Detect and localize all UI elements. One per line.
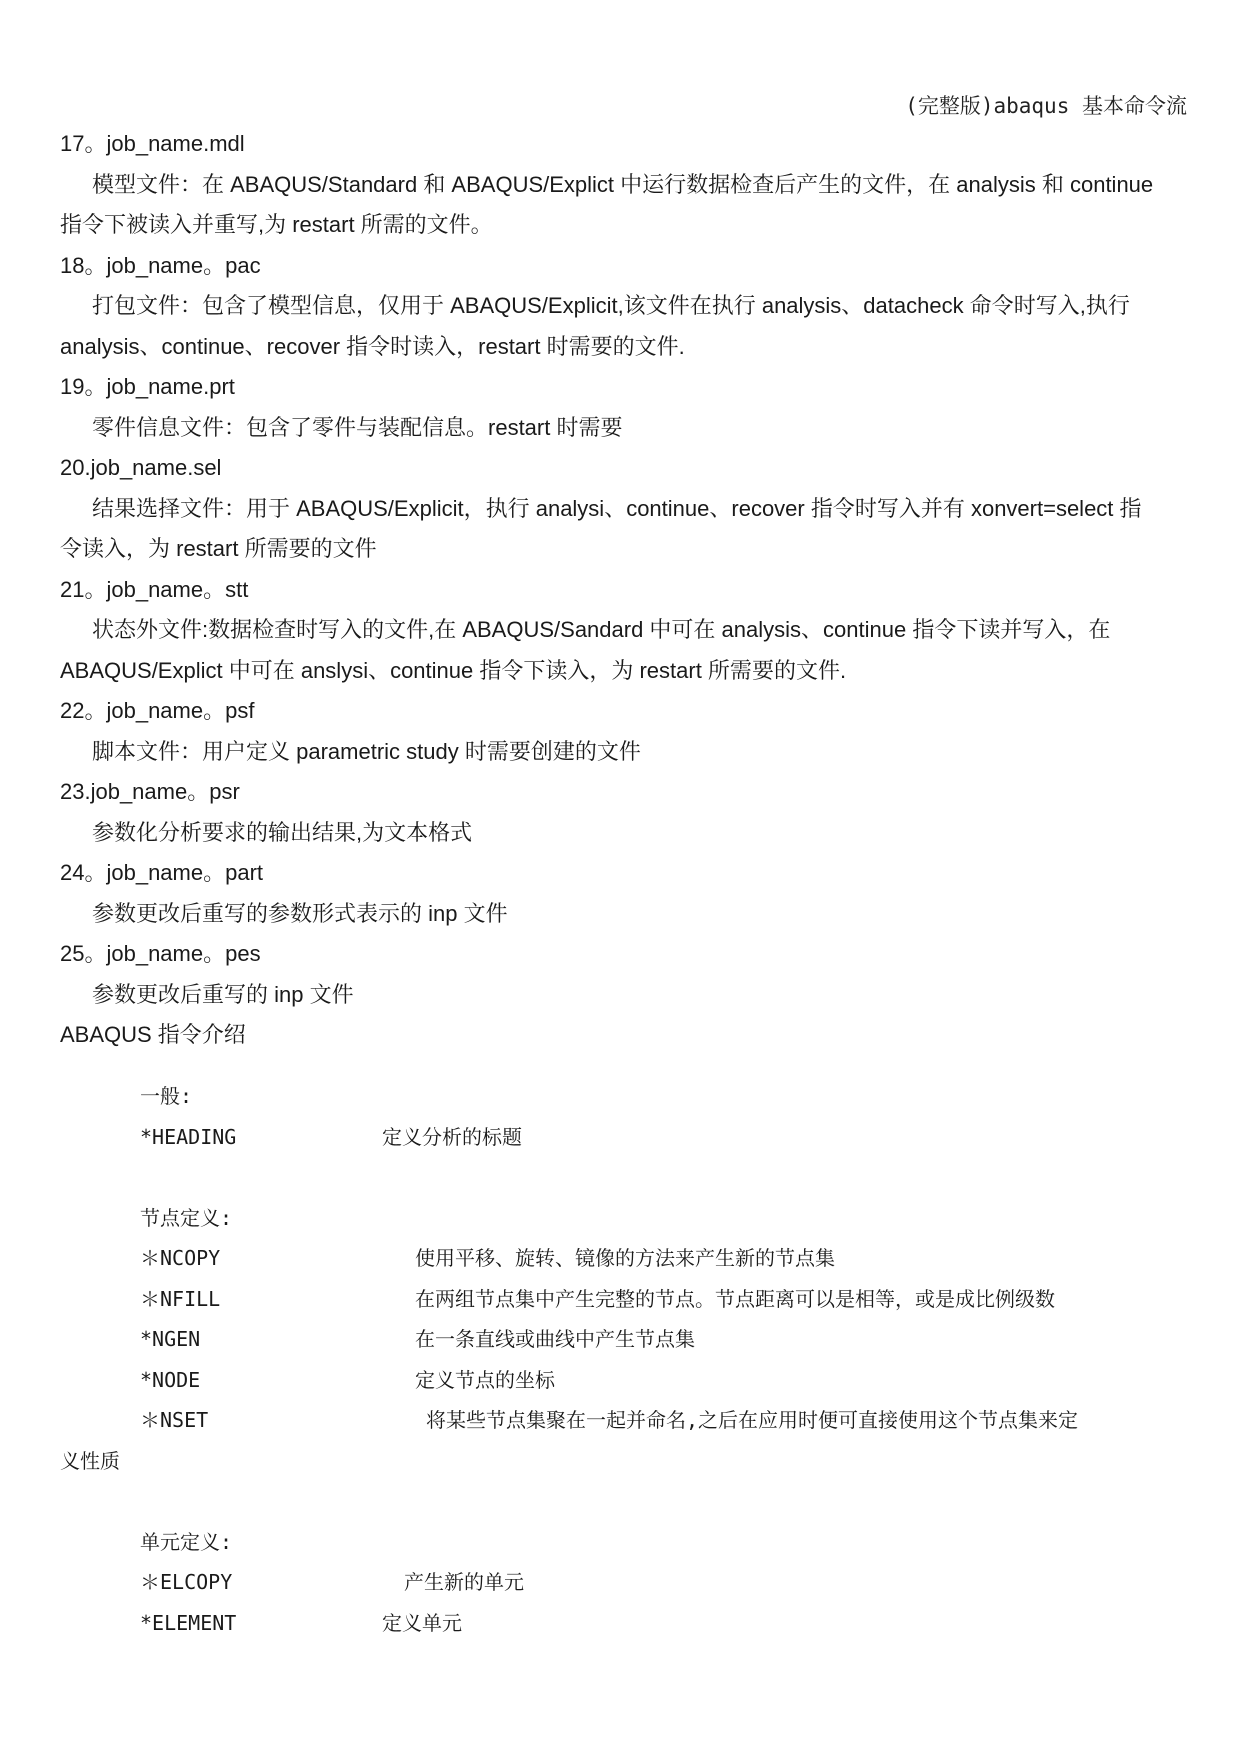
command-description: 定义分析的标题 [382, 1124, 522, 1149]
file-description [60, 286, 1188, 327]
file-name: 18。job_name。pac [60, 252, 261, 278]
file-description: 零件信息文件：包含了零件与装配信息。restart 时需要 [92, 414, 623, 440]
file-description [60, 165, 1188, 206]
command-keyword: ＊NFILL [140, 1286, 221, 1311]
command-row [60, 1400, 1188, 1441]
file-name: 23.job_name。psr [60, 779, 240, 804]
file-description: 参数化分析要求的输出结果,为文本格式 [92, 819, 473, 845]
command-list [60, 1076, 1188, 1643]
command-row [60, 1117, 1188, 1158]
file-name: 24。job_name。part [60, 860, 264, 885]
page-header: (完整版)abaqus 基本命令流 [905, 94, 1187, 118]
file-name: 20.job_name.sel [60, 455, 222, 480]
command-description: 定义单元 [382, 1610, 462, 1635]
section-label-general: 一般: [140, 1084, 193, 1108]
command-row [60, 1319, 1188, 1360]
file-description: 参数更改后重写的参数形式表示的 inp 文件 [92, 900, 508, 926]
spacer [60, 1481, 1188, 1522]
desc-line: 打包文件：包含了模型信息，仅用于 ABAQUS/Explicit,该文件在执行 analysis、datacheck 命令时写入,执行 [92, 293, 1130, 318]
file-name: 17。job_name.mdl [60, 131, 245, 156]
command-row [60, 1279, 1188, 1320]
command-description-cont: 义性质 [60, 1448, 120, 1473]
spacer [60, 1157, 1188, 1198]
command-description: 定义节点的坐标 [415, 1367, 555, 1392]
command-keyword: ＊ELCOPY [140, 1570, 233, 1594]
command-keyword: ＊NCOPY [140, 1246, 221, 1270]
command-keyword: *ELEMENT [140, 1610, 237, 1635]
command-keyword: ＊NSET [140, 1408, 209, 1432]
command-row [60, 1603, 1188, 1644]
file-list [60, 124, 1188, 1056]
file-description [60, 489, 1188, 530]
file-description-cont: 指令下被读入并重写,为 restart 所需的文件。 [60, 212, 493, 237]
file-name: 19。job_name.prt [60, 374, 235, 399]
desc-line: 模型文件：在 ABAQUS/Standard 和 ABAQUS/Explict 中运行数据检查后产生的文件，在 analysis 和 continue [92, 171, 1154, 197]
file-description: 参数更改后重写的 inp 文件 [92, 981, 354, 1007]
command-description: 在两组节点集中产生完整的节点。节点距离可以是相等，或是成比例级数 [415, 1286, 1055, 1311]
command-description: 产生新的单元 [404, 1570, 524, 1594]
command-description: 在一条直线或曲线中产生节点集 [415, 1327, 695, 1351]
command-description: 使用平移、旋转、镜像的方法来产生新的节点集 [415, 1246, 835, 1270]
command-description: 将某些节点集聚在一起并命名,之后在应用时便可直接使用这个节点集来定 [426, 1408, 1079, 1432]
file-name: 25。job_name。pes [60, 941, 261, 966]
section-label-node: 节点定义: [140, 1205, 233, 1230]
file-description: 脚本文件：用户定义 parametric study 时需要创建的文件 [92, 738, 641, 764]
desc-line: 状态外文件:数据检查时写入的文件,在 ABAQUS/Sandard 中可在 analysis、continue 指令下读并写入，在 [92, 617, 1111, 642]
command-keyword: *NGEN [140, 1327, 201, 1351]
command-row [60, 1360, 1188, 1401]
file-name: 21。job_name。stt [60, 576, 249, 602]
command-row [60, 1562, 1188, 1603]
file-description-cont: ABAQUS/Explict 中可在 anslysi、continue 指令下读入，为 restart 所需要的文件. [60, 657, 847, 683]
section-label-element: 单元定义: [140, 1529, 233, 1554]
file-name: 22。job_name。psf [60, 698, 255, 723]
command-keyword: *NODE [140, 1367, 201, 1392]
command-keyword: *HEADING [140, 1124, 237, 1149]
intro-heading: ABAQUS 指令介绍 [60, 1022, 246, 1047]
desc-line: 结果选择文件：用于 ABAQUS/Explicit，执行 analysi、continue、recover 指令时写入并有 xonvert=select 指 [92, 495, 1142, 521]
file-description-cont: 令读入，为 restart 所需要的文件 [60, 536, 377, 561]
command-row [60, 1238, 1188, 1279]
file-description-cont: analysis、continue、recover 指令时读入，restart 时需要的文件. [60, 333, 685, 359]
file-description [60, 610, 1188, 651]
